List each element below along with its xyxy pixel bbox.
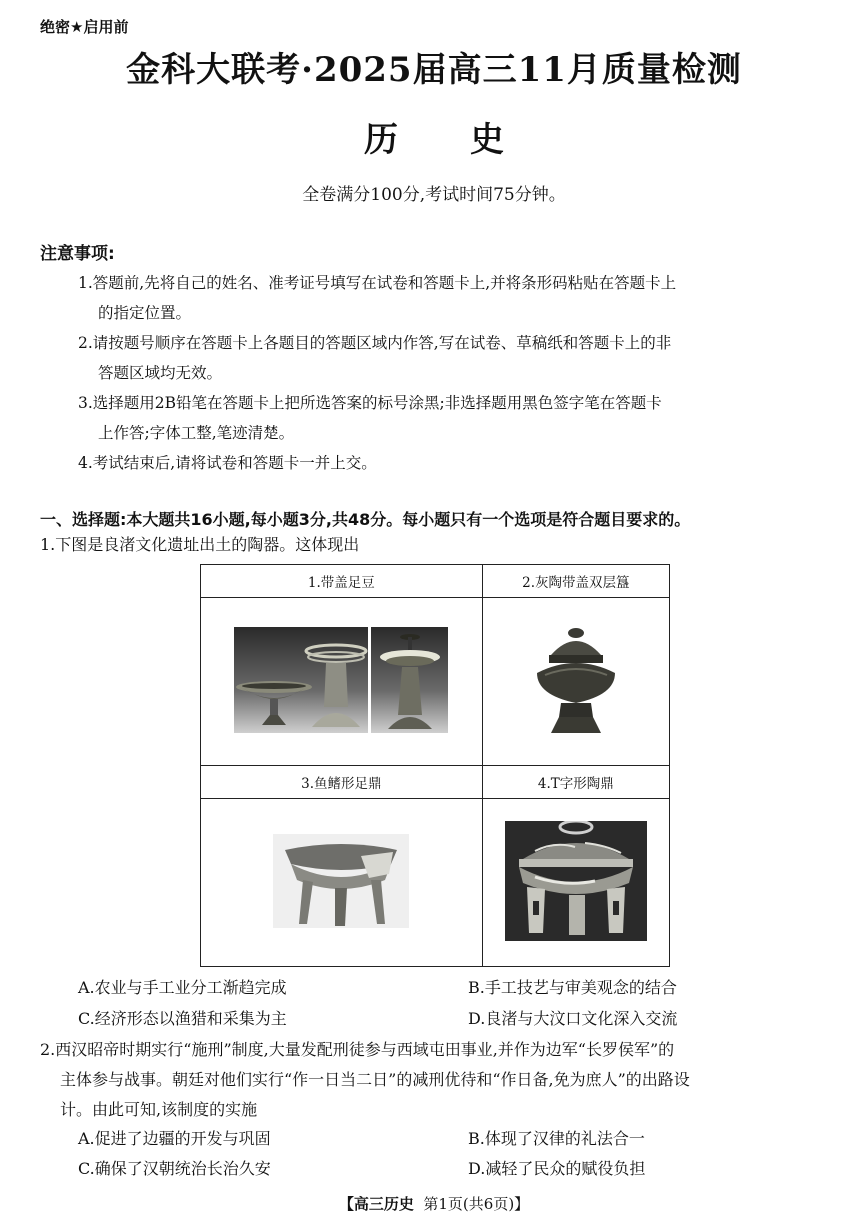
- t-shaped-ding-image: [505, 821, 647, 941]
- pottery-photo-fin-ding: [201, 799, 483, 967]
- q2-option-c[interactable]: C.确保了汉朝统治长治久安: [78, 1159, 271, 1178]
- notice-item: 1.答题前,先将自己的姓名、准考证号填写在试卷和答题卡上,并将条形码粘贴在答题卡上 的指定位置。: [78, 274, 677, 322]
- q1-option-a[interactable]: A.农业与手工业分工渐趋完成: [78, 978, 287, 997]
- footer-page-number: 第1页(共6页)】: [423, 1195, 530, 1213]
- notice-item: 2.请按题号顺序在答题卡上各题目的答题区域内作答,写在试卷、草稿纸和答题卡上的非 答题区域均无效。: [78, 334, 672, 382]
- pottery-photo-t-ding: [482, 799, 669, 967]
- q1-option-c[interactable]: C.经济形态以渔猎和采集为主: [78, 1009, 287, 1028]
- notice-item: 3.选择题用2B铅笔在答题卡上把所选答案的标号涂黑;非选择题用黑色签字笔在答题卡 上作答;字体工整,笔迹清楚。: [78, 394, 662, 442]
- pottery-figure-table: [200, 564, 670, 967]
- figure-caption: 1.带盖足豆: [201, 565, 483, 598]
- q2-option-d[interactable]: D.减轻了民众的赋役负担: [468, 1159, 646, 1178]
- section-heading: 一、选择题:本大题共16小题,每小题3分,共48分。每小题只有一个选项是符合题目要求的。: [40, 510, 691, 529]
- pottery-photo-dou: [201, 598, 483, 766]
- fin-leg-ding-image: [273, 834, 409, 928]
- confidential-mark: 绝密★启用前: [40, 18, 129, 36]
- notice-item: 4.考试结束后,请将试卷和答题卡一并上交。: [78, 454, 377, 472]
- subject-title: 历史: [364, 120, 576, 160]
- figure-caption: 4.T字形陶鼎: [482, 765, 669, 798]
- gui-vessel-image: [531, 625, 621, 735]
- q1-option-d[interactable]: D.良渚与大汶口文化深入交流: [468, 1009, 678, 1028]
- q2-option-b[interactable]: B.体现了汉律的礼法合一: [468, 1129, 645, 1148]
- notice-list: [78, 268, 830, 478]
- figure-caption: 2.灰陶带盖双层簋: [482, 565, 669, 598]
- question-1-stem: 1.下图是良渚文化遗址出土的陶器。这体现出: [40, 535, 360, 554]
- dou-vessels-image: [234, 627, 448, 733]
- q2-option-a[interactable]: A.促进了边疆的开发与巩固: [78, 1129, 271, 1148]
- page-footer: [0, 1193, 868, 1214]
- notice-heading: 注意事项:: [40, 244, 115, 264]
- exam-title: 金科大联考·2025届高三11月质量检测: [126, 50, 742, 90]
- figure-caption: 3.鱼鳍形足鼎: [201, 765, 483, 798]
- footer-label: 【高三历史: [338, 1195, 414, 1213]
- q1-option-b[interactable]: B.手工技艺与审美观念的结合: [468, 978, 677, 997]
- question-2-stem: 2.西汉昭帝时期实行“施刑”制度,大量发配刑徒参与西域屯田事业,并作为边军“长罗侯军”的 主体参与战事。朝廷对他们实行“作一日当二日”的减刑优待和“作日备,免为庶人”的出路设 计。由此可知,该制度的实施: [40, 1040, 690, 1119]
- score-time-info: 全卷满分100分,考试时间75分钟。: [302, 185, 566, 205]
- pottery-photo-gui: [482, 598, 669, 766]
